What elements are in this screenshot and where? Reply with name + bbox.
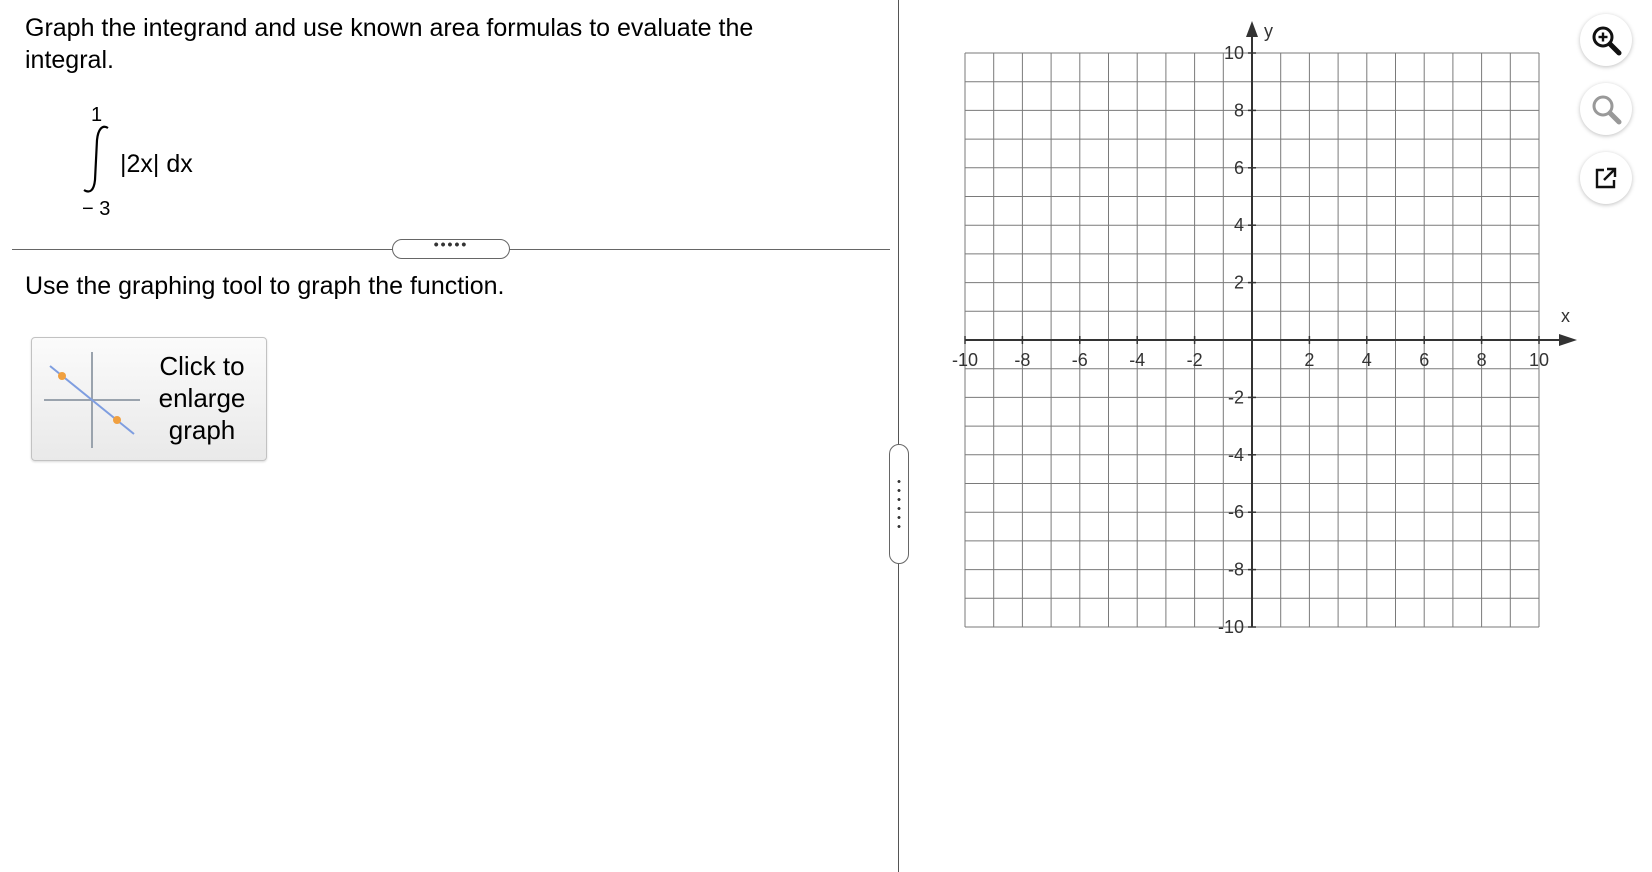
popout-icon xyxy=(1590,162,1622,194)
y-tick-label: -6 xyxy=(1227,502,1244,523)
x-tick-label: -10 xyxy=(951,350,979,370)
zoom-out-icon xyxy=(1590,93,1622,125)
y-tick-label: -8 xyxy=(1227,559,1244,580)
y-tick-label: 10 xyxy=(1223,43,1244,63)
x-tick-label: -4 xyxy=(1129,350,1146,370)
coordinate-grid[interactable] xyxy=(940,18,1580,638)
y-tick-label: -2 xyxy=(1227,387,1244,408)
x-tick-label: 10 xyxy=(1528,350,1550,370)
integrand: |2x| dx xyxy=(120,150,193,178)
zoom-out-button[interactable] xyxy=(1580,83,1632,135)
x-axis-arrow-icon xyxy=(1559,334,1577,346)
x-tick-label: -6 xyxy=(1071,350,1088,370)
enlarge-graph-label xyxy=(142,350,262,446)
enlarge-label-line1: Click to xyxy=(159,351,245,381)
pane-resize-handle[interactable] xyxy=(889,444,909,564)
question-prompt: Graph the integrand and use known area formulas to evaluate the integral. xyxy=(25,14,754,74)
x-tick-label: 8 xyxy=(1476,350,1487,370)
y-tick-label: 2 xyxy=(1233,272,1244,293)
y-tick-label: -10 xyxy=(1217,617,1244,637)
y-tick-label: -4 xyxy=(1227,444,1244,465)
graph-area[interactable] xyxy=(940,18,1580,638)
divider-handle[interactable]: ••••• xyxy=(392,239,510,259)
integral-upper-limit: 1 xyxy=(91,104,103,126)
graph-thumbnail-icon xyxy=(42,350,142,450)
integral-lower-limit: − 3 xyxy=(82,198,111,220)
integral-sign-icon xyxy=(78,124,118,194)
x-tick-label: 2 xyxy=(1304,350,1315,370)
pane-divider xyxy=(898,0,899,872)
integral-expression xyxy=(78,100,278,225)
zoom-in-button[interactable] xyxy=(1580,14,1632,66)
popout-button[interactable] xyxy=(1580,152,1632,204)
x-tick-label: 6 xyxy=(1419,350,1430,370)
enlarge-label-line2: enlarge xyxy=(158,383,246,413)
graph-instruction: Use the graphing tool to graph the function. xyxy=(25,272,505,300)
x-tick-label: -8 xyxy=(1014,350,1031,370)
zoom-in-icon xyxy=(1590,24,1622,56)
y-axis-arrow-icon xyxy=(1246,21,1258,37)
y-tick-label: 6 xyxy=(1233,157,1244,178)
enlarge-label-line3: graph xyxy=(168,415,236,445)
y-tick-label: 4 xyxy=(1233,215,1244,236)
y-axis-label: y xyxy=(1264,21,1273,41)
y-tick-label: 8 xyxy=(1233,100,1244,121)
enlarge-graph-button[interactable] xyxy=(31,337,267,461)
x-tick-label: 4 xyxy=(1361,350,1372,370)
x-axis-label: x xyxy=(1561,306,1570,326)
axes xyxy=(965,21,1577,627)
x-tick-label: -2 xyxy=(1186,350,1203,370)
resize-dots-icon xyxy=(897,477,901,533)
